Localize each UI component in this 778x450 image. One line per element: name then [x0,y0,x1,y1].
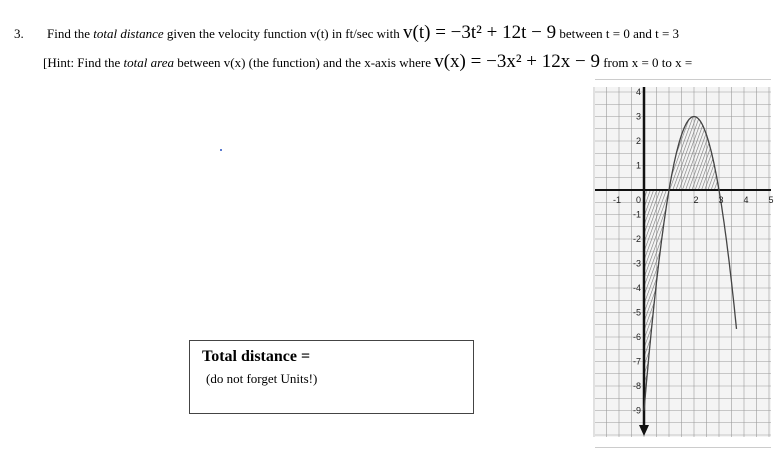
answer-box[interactable] [189,340,474,414]
axis-tick-label: 3 [718,195,724,205]
axis-tick-label: -8 [632,381,641,391]
answer-hint: (do not forget Units!) [206,371,318,386]
hint-formula [434,51,600,72]
question-line [14,22,679,44]
hint-text-3: from x = 0 to x = [603,55,693,70]
axis-tick-label: -5 [632,307,641,318]
axis-tick-label: -7 [632,356,641,367]
axis-tick-label: 1 [635,160,641,171]
axis-tick-label: 2 [635,136,641,146]
question-text-3: between t = 0 and t = 3 [559,26,680,41]
hint-text-1: [Hint: Find the [43,55,124,70]
axis-tick-label: 2 [693,195,699,205]
axis-tick-label: -9 [632,405,641,416]
axis-tick-label: -2 [632,234,641,244]
axis-tick-label: 4 [743,195,749,205]
question-text-italic: total distance [93,26,164,41]
axis-tick-label: -4 [632,283,641,293]
axis-tick-label: -1 [632,209,641,220]
hint-formula-text: v(x) = −3x² + 12x − 9 [434,51,600,72]
velocity-formula [403,22,556,43]
hint-text-2: between v(x) (the function) and the x-axis where [173,55,435,70]
axis-tick-label: 5 [768,195,774,205]
answer-label: Total distance = [202,348,311,365]
axis-tick-label: -6 [632,332,641,342]
question-number: 3. [14,26,24,41]
axis-tick-label: -3 [632,258,641,269]
hint-line [43,51,692,73]
velocity-formula-text: v(t) = −3t² + 12t − 9 [403,22,557,43]
velocity-graph [595,87,774,437]
axis-tick-label: 3 [635,111,641,122]
hint-text-italic: total area [123,55,174,70]
axis-tick-label: 4 [635,87,641,97]
axis-tick-label: 0 [635,195,641,205]
question-text-1: Find the [47,26,94,41]
axis-tick-label: -1 [612,195,622,205]
stray-mark [220,149,222,151]
question-text-2: given the velocity function v(t) in ft/sec with [163,26,404,41]
